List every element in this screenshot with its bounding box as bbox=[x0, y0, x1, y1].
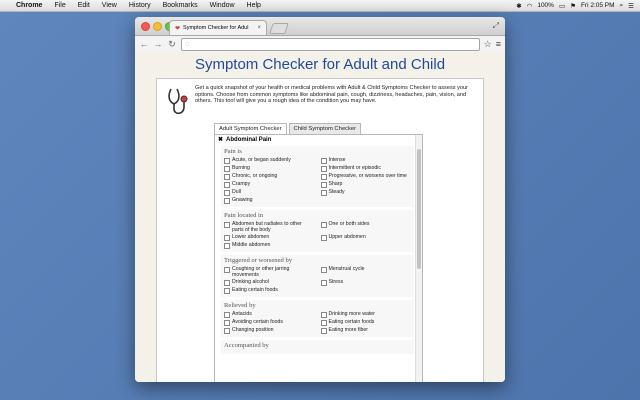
option-label: Coughing or other jarring movements bbox=[232, 266, 290, 278]
option-menstrual[interactable] bbox=[321, 266, 412, 278]
menu-help[interactable]: Help bbox=[246, 2, 261, 9]
option-label: One or both sides bbox=[328, 221, 370, 227]
checkbox[interactable] bbox=[224, 190, 230, 196]
option-dull[interactable] bbox=[224, 189, 315, 196]
minimize-window-button[interactable] bbox=[153, 22, 162, 31]
content-card bbox=[156, 78, 484, 382]
checkbox[interactable] bbox=[224, 235, 230, 241]
menu-file[interactable]: File bbox=[54, 2, 66, 9]
option-gnawing[interactable] bbox=[224, 197, 315, 204]
option-label: Drinking more water bbox=[328, 311, 375, 317]
page-viewport bbox=[135, 52, 505, 382]
menu-icon[interactable]: ≡ bbox=[495, 39, 501, 49]
option-sharp[interactable] bbox=[321, 181, 412, 188]
option-burning[interactable] bbox=[224, 165, 315, 172]
option-label: Eating more fiber bbox=[328, 327, 369, 333]
option-label: Acute, or began suddenly bbox=[232, 157, 291, 163]
option-label: Eating certain foods bbox=[232, 287, 278, 293]
checkbox[interactable] bbox=[321, 182, 327, 188]
menu-edit[interactable]: Edit bbox=[77, 2, 90, 9]
option-eating-certain-foods[interactable] bbox=[321, 319, 412, 326]
option-label: Burning bbox=[232, 165, 250, 171]
wifi-icon[interactable]: ◠ bbox=[526, 2, 533, 10]
checkbox[interactable] bbox=[224, 174, 230, 180]
checkbox[interactable] bbox=[224, 328, 230, 334]
checkbox[interactable] bbox=[224, 182, 230, 188]
option-label: Menstrual cycle bbox=[328, 266, 365, 272]
option-label: Stress bbox=[328, 279, 344, 285]
option-avoiding-foods[interactable] bbox=[224, 319, 315, 326]
option-antacids[interactable] bbox=[224, 311, 315, 318]
checkbox[interactable] bbox=[224, 280, 230, 286]
option-coughing[interactable] bbox=[224, 266, 315, 278]
menu-view[interactable]: View bbox=[101, 2, 117, 9]
section-relieved-by bbox=[221, 300, 414, 337]
option-label: Upper abdomen bbox=[328, 234, 366, 240]
option-label: Antacids bbox=[232, 311, 252, 317]
tab-child-symptom-checker[interactable]: Child Symptom Checker bbox=[289, 123, 362, 135]
menu-history[interactable]: History bbox=[128, 2, 151, 9]
tab-adult-symptom-checker[interactable]: Adult Symptom Checker bbox=[214, 123, 287, 135]
checkbox[interactable] bbox=[224, 166, 230, 172]
list-icon[interactable]: ☰ bbox=[628, 2, 634, 10]
symptom-panel bbox=[214, 134, 423, 382]
option-progressive[interactable] bbox=[321, 173, 412, 180]
option-label: Chronic, or ongoing bbox=[232, 173, 278, 179]
back-arrow-icon[interactable]: ← bbox=[139, 39, 149, 49]
checkbox[interactable] bbox=[321, 280, 327, 286]
section-pain-located-in bbox=[221, 210, 414, 252]
browser-tab[interactable] bbox=[169, 20, 267, 35]
option-sides[interactable] bbox=[321, 221, 412, 233]
option-changing-position[interactable] bbox=[224, 327, 315, 334]
battery-level[interactable]: 100% bbox=[537, 2, 554, 9]
checkbox[interactable] bbox=[321, 328, 327, 334]
reload-icon[interactable]: ↻ bbox=[168, 38, 176, 49]
option-more-fiber[interactable] bbox=[321, 327, 412, 334]
scroll-thumb[interactable] bbox=[417, 149, 421, 269]
section-title: Pain is bbox=[224, 148, 242, 155]
option-intense[interactable] bbox=[321, 157, 412, 164]
clock[interactable]: Fri 2:05 PM bbox=[580, 2, 615, 9]
section-title: Pain located in bbox=[224, 212, 264, 219]
option-drinking-water[interactable] bbox=[321, 311, 412, 318]
option-chronic[interactable] bbox=[224, 173, 315, 180]
fullscreen-icon[interactable]: ⤢ bbox=[492, 21, 499, 30]
menu-window[interactable]: Window bbox=[209, 2, 235, 9]
checkbox[interactable] bbox=[321, 222, 327, 228]
option-label: Intermittent or episodic bbox=[328, 165, 381, 171]
panel-header bbox=[215, 135, 422, 144]
checkbox[interactable] bbox=[321, 320, 327, 326]
option-acute[interactable] bbox=[224, 157, 315, 164]
option-stress[interactable] bbox=[321, 279, 412, 286]
checkbox[interactable] bbox=[224, 243, 230, 249]
option-label: Crampy bbox=[232, 181, 251, 187]
menubar-status bbox=[516, 2, 640, 10]
option-label: Lower abdomen bbox=[232, 234, 270, 240]
option-label: Dull bbox=[232, 189, 241, 195]
option-label: Eating certain foods bbox=[328, 319, 375, 325]
checkbox[interactable] bbox=[321, 267, 327, 273]
checkbox[interactable] bbox=[224, 158, 230, 164]
option-label: Progressive, or worsens over time bbox=[328, 173, 407, 179]
heart-favicon-icon: ❤ bbox=[175, 25, 181, 32]
option-upper-abdomen[interactable] bbox=[321, 234, 412, 241]
option-label: Intense bbox=[328, 157, 346, 163]
address-bar[interactable] bbox=[181, 38, 480, 51]
section-title: Accompanied by bbox=[224, 342, 269, 349]
option-eating-foods[interactable] bbox=[224, 287, 315, 294]
close-window-button[interactable] bbox=[141, 22, 150, 31]
section-triggered-by bbox=[221, 255, 414, 297]
checkbox[interactable] bbox=[224, 267, 230, 273]
panel-header-title: Abdominal Pain bbox=[226, 136, 272, 143]
option-label: Middle abdomen bbox=[232, 242, 271, 248]
page-icon: ◌ bbox=[185, 40, 190, 48]
option-label: Steady bbox=[328, 189, 345, 195]
option-label: Drinking alcohol bbox=[232, 279, 269, 285]
menu-bookmarks[interactable]: Bookmarks bbox=[162, 2, 198, 9]
titlebar bbox=[135, 17, 505, 36]
section-title: Triggered or worsened by bbox=[224, 257, 293, 264]
option-middle-abdomen[interactable] bbox=[224, 242, 315, 249]
close-tab-icon[interactable]: × bbox=[257, 25, 261, 31]
checkbox[interactable] bbox=[321, 190, 327, 196]
checkbox[interactable] bbox=[224, 198, 230, 204]
page-title: Symptom Checker for Adult and Child bbox=[194, 56, 446, 73]
checkbox[interactable] bbox=[224, 320, 230, 326]
option-label: Sharp bbox=[328, 181, 343, 187]
intro-text: Get a quick snapshot of your health or medical problems with Adult & Child Symptoms Checker to assess your options. Choose from common symptoms like abdominal pain, cough, dizziness, headaches, pain, vision, and others. This tool will give you a rough idea of the condition you may have. bbox=[195, 85, 468, 105]
checkbox[interactable] bbox=[321, 312, 327, 318]
checkbox[interactable] bbox=[321, 174, 327, 180]
checkbox[interactable] bbox=[224, 288, 230, 294]
option-alcohol[interactable] bbox=[224, 279, 315, 286]
tab-title: Symptom Checker for Adul bbox=[183, 25, 249, 31]
flag-icon[interactable]: ⚑ bbox=[570, 2, 576, 10]
option-radiates[interactable] bbox=[224, 221, 315, 233]
checkbox[interactable] bbox=[224, 312, 230, 318]
option-label: Abdomen but radiates to other parts of the body bbox=[232, 221, 302, 233]
mac-menubar bbox=[0, 0, 640, 12]
option-crampy[interactable] bbox=[224, 181, 315, 188]
option-lower-abdomen[interactable] bbox=[224, 234, 315, 241]
section-accompanied-by bbox=[221, 340, 414, 354]
section-pain-is bbox=[221, 146, 414, 207]
option-label: Avoiding certain foods bbox=[232, 319, 283, 325]
bluetooth-icon[interactable]: ✱ bbox=[516, 2, 522, 10]
option-steady[interactable] bbox=[321, 189, 412, 196]
panel-scrollbar[interactable] bbox=[415, 135, 422, 382]
section-title: Relieved by bbox=[224, 302, 256, 309]
browser-window bbox=[135, 17, 505, 382]
star-icon[interactable]: ☆ bbox=[483, 38, 492, 49]
new-tab-button[interactable] bbox=[269, 23, 289, 34]
menu-app-name[interactable]: Chrome bbox=[16, 2, 43, 9]
checkbox[interactable] bbox=[224, 222, 230, 228]
checkbox[interactable] bbox=[321, 158, 327, 164]
checkbox[interactable] bbox=[321, 235, 327, 241]
forward-arrow-icon[interactable]: → bbox=[153, 39, 163, 49]
checkbox[interactable] bbox=[321, 166, 327, 172]
browser-toolbar bbox=[135, 36, 505, 53]
search-icon[interactable]: ⌕ bbox=[619, 1, 624, 9]
stethoscope-icon bbox=[166, 87, 188, 117]
option-label: Gnawing bbox=[232, 197, 253, 203]
battery-icon[interactable]: ▭ bbox=[558, 2, 566, 10]
option-intermittent[interactable] bbox=[321, 165, 412, 172]
option-label: Changing position bbox=[232, 327, 274, 333]
close-symptom-icon[interactable]: ✖ bbox=[218, 137, 224, 143]
